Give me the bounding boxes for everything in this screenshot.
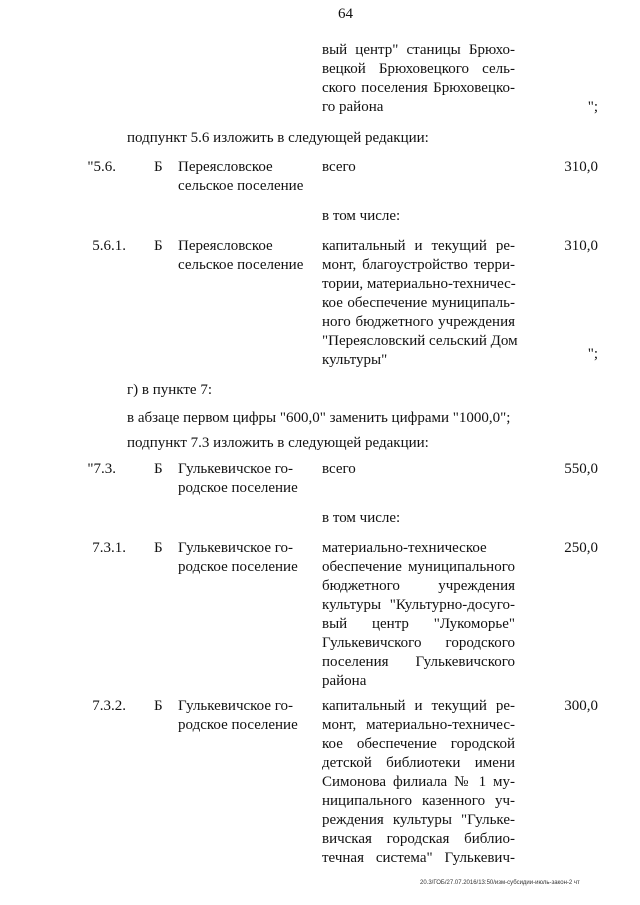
row-desc-4: детской библиотеки имени: [322, 755, 515, 771]
row-desc-7: культуры": [322, 352, 388, 368]
including-label: в том числе:: [322, 208, 401, 224]
row-name-1: Гулькевичское го-: [178, 540, 294, 556]
row-desc-2: монт, материально-техничес-: [322, 717, 515, 733]
row-desc-1: капитальный и текущий ре-: [322, 238, 515, 254]
page-number: 64: [338, 6, 353, 22]
row-name-1: Гулькевичское го-: [178, 698, 294, 714]
row-desc-4: культуры "Культурно-досуго-: [322, 597, 515, 613]
row-name-1: Переясловское: [178, 159, 273, 175]
row-desc-1: капитальный и текущий ре-: [322, 698, 515, 714]
row-category: Б: [154, 159, 163, 175]
row-amount: 300,0: [564, 698, 598, 714]
row-desc-3: тории, материально-техничес-: [322, 276, 516, 292]
row-desc-1: всего: [322, 461, 356, 477]
row-number: "5.6.: [87, 159, 116, 175]
intro-line-4: го района: [322, 99, 384, 115]
row-name-2: сельское поселение: [178, 178, 304, 194]
including-label: в том числе:: [322, 510, 401, 526]
row-desc-6: "Переясловский сельский Дом: [322, 333, 518, 349]
row-desc-3: кое обеспечение городской: [322, 736, 515, 752]
row-number: 5.6.1.: [92, 238, 126, 254]
row-amount: 310,0: [564, 159, 598, 175]
row-desc-8: района: [322, 673, 367, 689]
intro-line-1: вый центр" станицы Брюхо-: [322, 42, 515, 58]
row-desc-5: вый центр "Лукоморье": [322, 616, 515, 632]
row-end-quote: ";: [587, 346, 598, 362]
row-desc-8: вичская городская библио-: [322, 831, 515, 847]
row-number: 7.3.2.: [92, 698, 126, 714]
row-desc-4: кое обеспечение муниципаль-: [322, 295, 515, 311]
row-number: "7.3.: [87, 461, 116, 477]
row-desc-5: ного бюджетного учреждения: [322, 314, 515, 330]
row-desc-9: течная система" Гулькевич-: [322, 850, 515, 866]
row-desc-1: всего: [322, 159, 356, 175]
row-amount: 550,0: [564, 461, 598, 477]
para-7-first: в абзаце первом цифры "600,0" заменить цифрами "1000,0";: [127, 410, 511, 426]
row-name-1: Переясловское: [178, 238, 273, 254]
row-desc-7: поселения Гулькевичского: [322, 654, 515, 670]
row-number: 7.3.1.: [92, 540, 126, 556]
intro-end-quote: ";: [587, 99, 598, 115]
row-desc-7: реждения культуры "Гульке-: [322, 812, 515, 828]
para-5-6: подпункт 5.6 изложить в следующей редакции:: [127, 130, 429, 146]
row-category: Б: [154, 540, 163, 556]
row-category: Б: [154, 238, 163, 254]
row-desc-3: бюджетного учреждения: [322, 578, 515, 594]
row-desc-5: Симонова филиала № 1 му-: [322, 774, 515, 790]
row-name-2: родское поселение: [178, 559, 298, 575]
row-desc-6: Гулькевичского городского: [322, 635, 515, 651]
row-desc-2: обеспечение муниципального: [322, 559, 515, 575]
row-name-1: Гулькевичское го-: [178, 461, 294, 477]
para-g: г) в пункте 7:: [127, 382, 213, 398]
row-name-2: родское поселение: [178, 480, 298, 496]
row-category: Б: [154, 698, 163, 714]
row-desc-1: материально-техническое: [322, 540, 487, 556]
footer-file-stamp: 20.3/ГОБ/27.07.2016/13:50/изм-субсидии-июль-закон-2 чт: [420, 880, 580, 886]
row-amount: 310,0: [564, 238, 598, 254]
row-desc-6: ниципального казенного уч-: [322, 793, 515, 809]
intro-line-2: вецкой Брюховецкого сель-: [322, 61, 515, 77]
row-name-2: родское поселение: [178, 717, 298, 733]
row-category: Б: [154, 461, 163, 477]
row-amount: 250,0: [564, 540, 598, 556]
row-name-2: сельское поселение: [178, 257, 304, 273]
row-desc-2: монт, благоустройство терри-: [322, 257, 515, 273]
intro-line-3: ского поселения Брюховецко-: [322, 80, 515, 96]
para-7-3: подпункт 7.3 изложить в следующей редакции:: [127, 435, 429, 451]
